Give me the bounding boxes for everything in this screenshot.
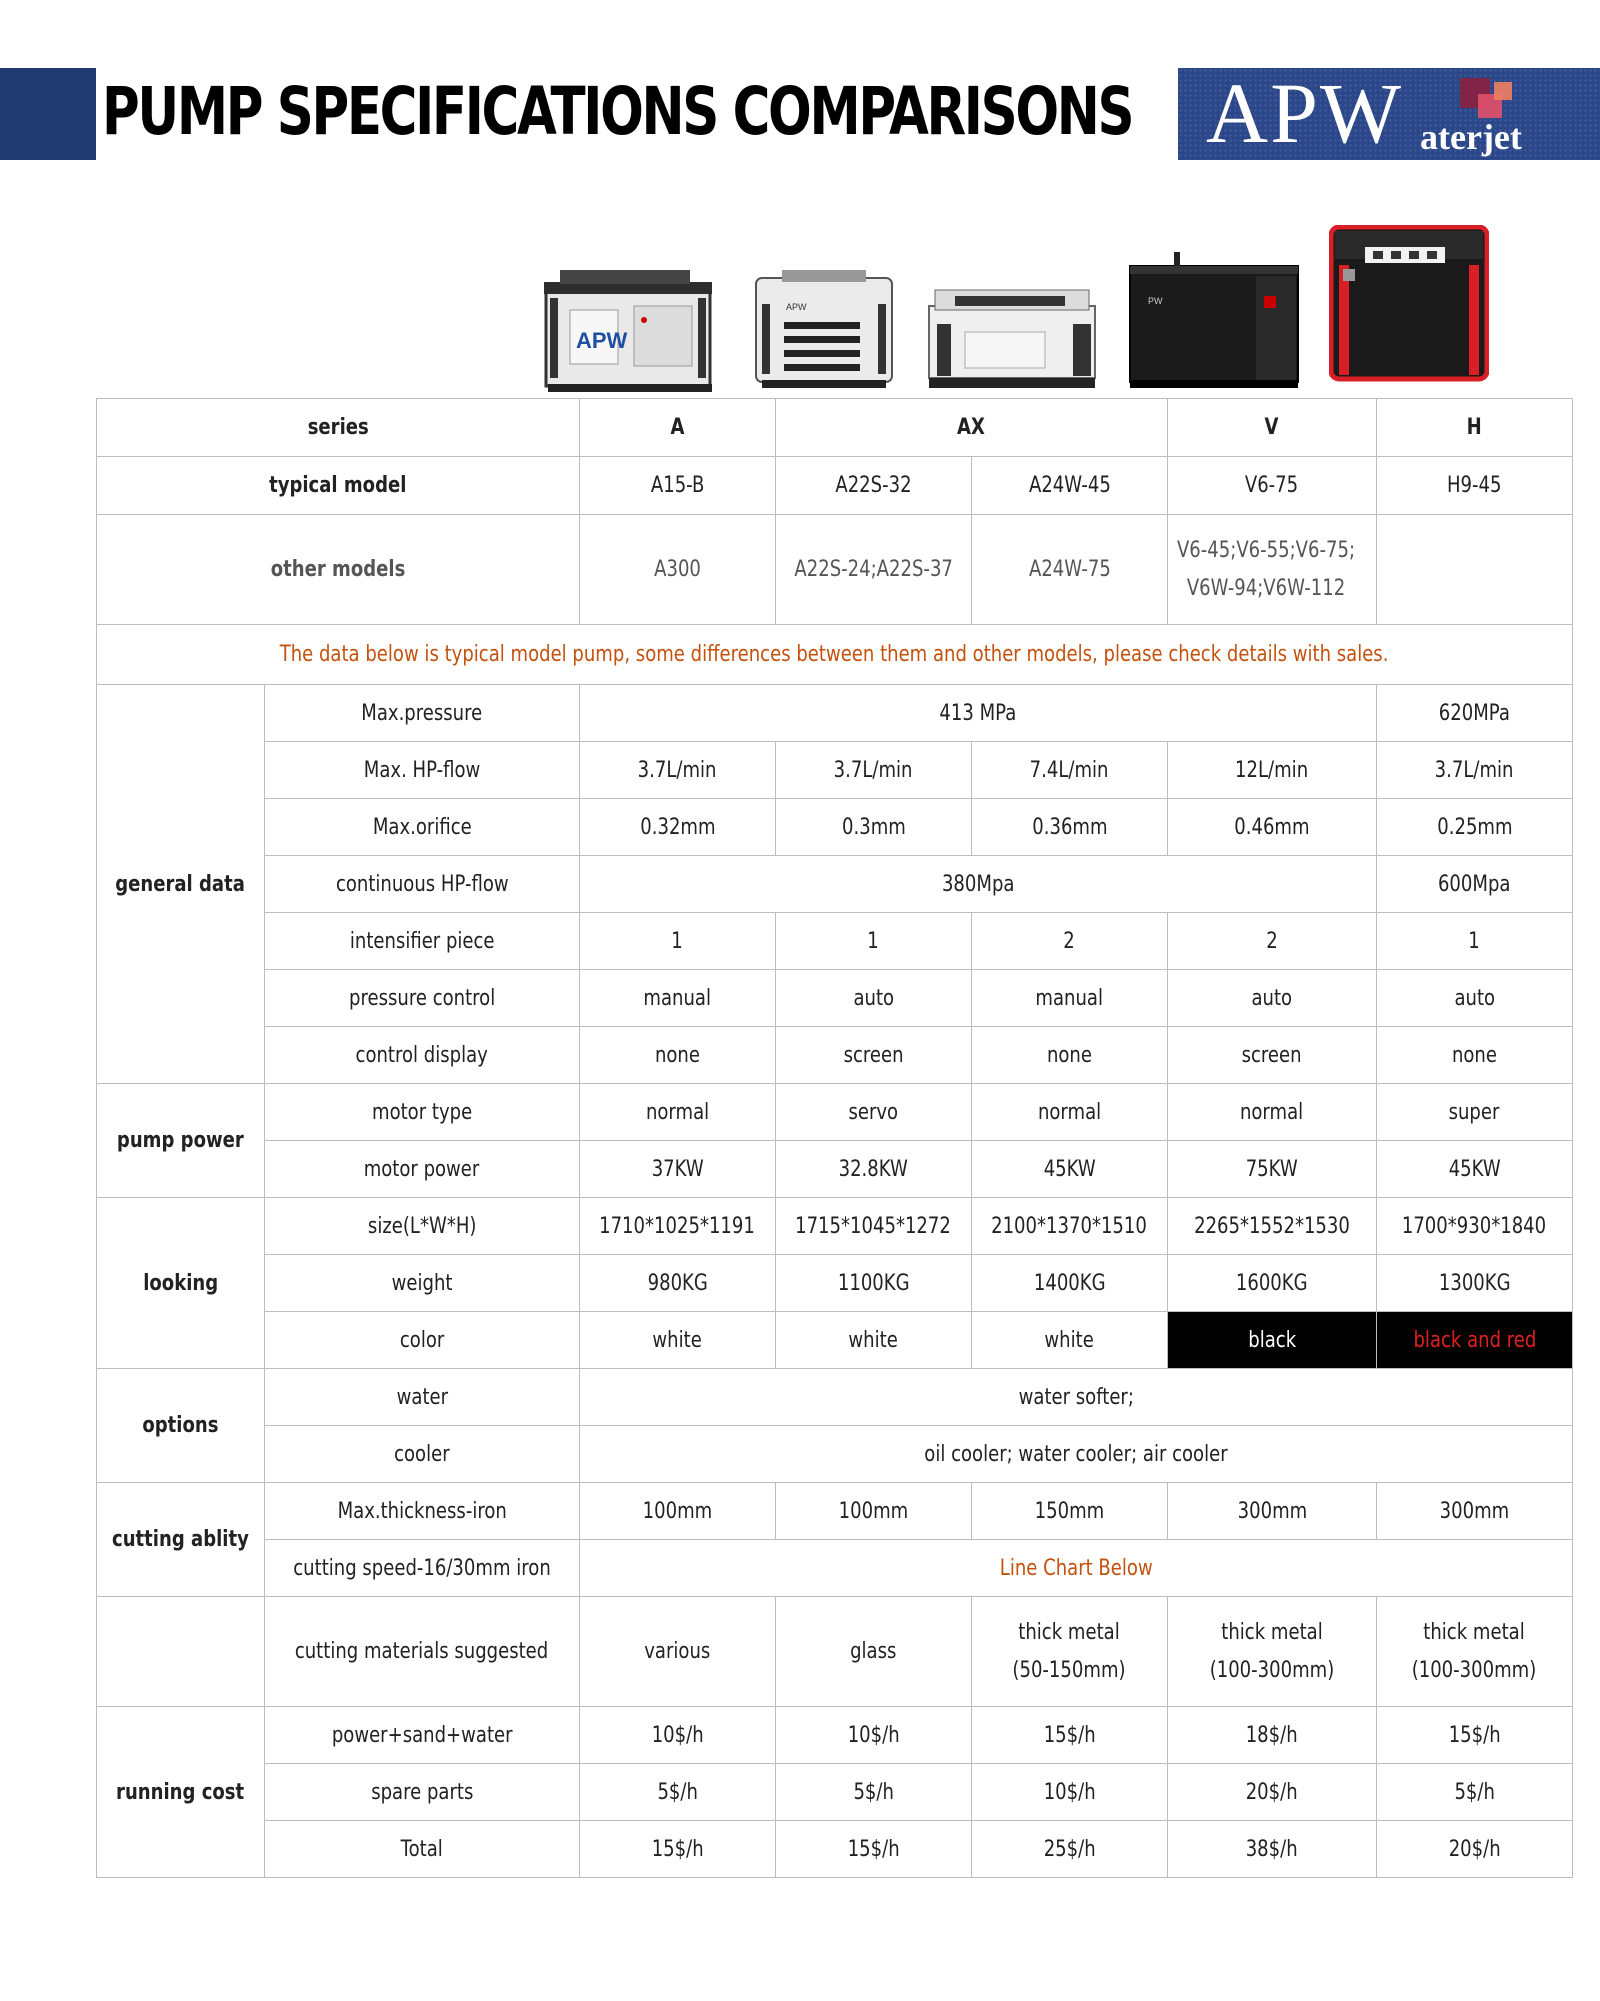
header-accent-bar — [0, 68, 96, 160]
spec-table — [96, 398, 1573, 1878]
cell: V6-45;V6-55;V6-75;V6W-94;V6W-112 — [1167, 515, 1376, 625]
cell: 10$/h — [971, 1764, 1167, 1821]
cell: 0.3mm — [775, 799, 971, 856]
cell: 10$/h — [775, 1707, 971, 1764]
cell: 100mm — [579, 1483, 775, 1540]
row-size — [97, 1198, 1573, 1255]
cell: white — [579, 1312, 775, 1369]
machine-image-v6-75 — [1126, 252, 1302, 390]
row-label: cutting speed-16/30mm iron — [264, 1540, 579, 1597]
cell: 5$/h — [1376, 1764, 1572, 1821]
cell: 1300KG — [1376, 1255, 1572, 1312]
row-label: Max.pressure — [264, 685, 579, 742]
cell: auto — [775, 970, 971, 1027]
row-weight — [97, 1255, 1573, 1312]
row-continuous-hp-flow — [97, 856, 1573, 913]
cell: various — [579, 1597, 775, 1707]
cell: 32.8KW — [775, 1141, 971, 1198]
cell: 1 — [1376, 913, 1572, 970]
cell: 150mm — [971, 1483, 1167, 1540]
cell: 20$/h — [1376, 1821, 1572, 1878]
row-label: color — [264, 1312, 579, 1369]
cell: none — [1376, 1027, 1572, 1084]
series-h: H — [1376, 399, 1572, 457]
row-cooler — [97, 1426, 1573, 1483]
row-series — [97, 399, 1573, 457]
cell-black: black — [1167, 1312, 1376, 1369]
cell: 45KW — [971, 1141, 1167, 1198]
cell-black-and-red: black and red — [1376, 1312, 1572, 1369]
cell — [1376, 515, 1572, 625]
cell: 5$/h — [775, 1764, 971, 1821]
note-text: The data below is typical model pump, some differences between them and other models, please check details with sales. — [97, 625, 1573, 685]
row-label: typical model — [97, 457, 580, 515]
cell: none — [971, 1027, 1167, 1084]
cell: 100mm — [775, 1483, 971, 1540]
cell: 18$/h — [1167, 1707, 1376, 1764]
row-max-hp-flow — [97, 742, 1573, 799]
page-title: PUMP SPECIFICATIONS COMPARISONS — [102, 73, 1133, 150]
cell: 7.4L/min — [971, 742, 1167, 799]
cell: auto — [1167, 970, 1376, 1027]
machine-image-a15-b — [540, 270, 718, 395]
row-label: cooler — [264, 1426, 579, 1483]
cell: 3.7L/min — [775, 742, 971, 799]
row-color — [97, 1312, 1573, 1369]
row-pressure-control — [97, 970, 1573, 1027]
cell: 380Mpa — [579, 856, 1376, 913]
cell: A24W-75 — [971, 515, 1167, 625]
row-label: control display — [264, 1027, 579, 1084]
cell: 1 — [775, 913, 971, 970]
cell: white — [775, 1312, 971, 1369]
svg-text:PW: PW — [1148, 296, 1163, 306]
cell: normal — [1167, 1084, 1376, 1141]
cell: 37KW — [579, 1141, 775, 1198]
cell: 10$/h — [579, 1707, 775, 1764]
cell: 980KG — [579, 1255, 775, 1312]
cell: 0.32mm — [579, 799, 775, 856]
cell: A24W-45 — [971, 457, 1167, 515]
row-label: power+sand+water — [264, 1707, 579, 1764]
group-label: general data — [97, 685, 265, 1084]
logo-square — [1494, 82, 1512, 100]
cell: 2265*1552*1530 — [1167, 1198, 1376, 1255]
cell: 1715*1045*1272 — [775, 1198, 971, 1255]
cell: white — [971, 1312, 1167, 1369]
cell: 5$/h — [579, 1764, 775, 1821]
cell: 15$/h — [579, 1821, 775, 1878]
cell: glass — [775, 1597, 971, 1707]
row-control-display — [97, 1027, 1573, 1084]
cell: thick metal (100-300mm) — [1167, 1597, 1376, 1707]
cell: screen — [775, 1027, 971, 1084]
row-label: size(L*W*H) — [264, 1198, 579, 1255]
cell: V6-75 — [1167, 457, 1376, 515]
cell: A300 — [579, 515, 775, 625]
cell: servo — [775, 1084, 971, 1141]
cell: 1400KG — [971, 1255, 1167, 1312]
cell: 2 — [1167, 913, 1376, 970]
cell: oil cooler; water cooler; air cooler — [579, 1426, 1572, 1483]
row-label: motor type — [264, 1084, 579, 1141]
cell: 2100*1370*1510 — [971, 1198, 1167, 1255]
cell: normal — [579, 1084, 775, 1141]
row-power-sand-water — [97, 1707, 1573, 1764]
cell: 1700*930*1840 — [1376, 1198, 1572, 1255]
cell: 2 — [971, 913, 1167, 970]
cell: screen — [1167, 1027, 1376, 1084]
cell: 620MPa — [1376, 685, 1572, 742]
cell: auto — [1376, 970, 1572, 1027]
cell: 1100KG — [775, 1255, 971, 1312]
cell: 1 — [579, 913, 775, 970]
row-max-pressure — [97, 685, 1573, 742]
row-label: series — [97, 399, 580, 457]
row-max-thickness — [97, 1483, 1573, 1540]
row-other-models — [97, 515, 1573, 625]
cell: 600Mpa — [1376, 856, 1572, 913]
cell: 20$/h — [1167, 1764, 1376, 1821]
logo-text-small: aterjet — [1420, 117, 1522, 157]
cell: A15-B — [579, 457, 775, 515]
group-label: looking — [97, 1198, 265, 1369]
cell: super — [1376, 1084, 1572, 1141]
row-label: Max. HP-flow — [264, 742, 579, 799]
cell: 25$/h — [971, 1821, 1167, 1878]
series-v: V — [1167, 399, 1376, 457]
series-ax: AX — [775, 399, 1167, 457]
row-total — [97, 1821, 1573, 1878]
cell: thick metal (100-300mm) — [1376, 1597, 1572, 1707]
cell: 3.7L/min — [579, 742, 775, 799]
svg-text:APW: APW — [576, 328, 628, 353]
apw-waterjet-logo — [1178, 68, 1600, 160]
cell: 45KW — [1376, 1141, 1572, 1198]
group-label-empty — [97, 1597, 265, 1707]
machine-image-a22s-32 — [752, 268, 897, 390]
cell: 0.25mm — [1376, 799, 1572, 856]
row-motor-power — [97, 1141, 1573, 1198]
cell: water softer; — [579, 1369, 1572, 1426]
row-cutting-materials — [97, 1597, 1573, 1707]
cell-line-chart-link: Line Chart Below — [579, 1540, 1572, 1597]
row-label: continuous HP-flow — [264, 856, 579, 913]
row-label: weight — [264, 1255, 579, 1312]
cell: A22S-32 — [775, 457, 971, 515]
cell: 38$/h — [1167, 1821, 1376, 1878]
cell: 15$/h — [1376, 1707, 1572, 1764]
cell: 15$/h — [971, 1707, 1167, 1764]
row-label: Total — [264, 1821, 579, 1878]
row-label: other models — [97, 515, 580, 625]
row-cutting-speed — [97, 1540, 1573, 1597]
group-label: pump power — [97, 1084, 265, 1198]
cell: none — [579, 1027, 775, 1084]
cell: 300mm — [1167, 1483, 1376, 1540]
machine-image-h9-45 — [1329, 225, 1489, 383]
cell: 1600KG — [1167, 1255, 1376, 1312]
group-label: options — [97, 1369, 265, 1483]
row-label: cutting materials suggested — [264, 1597, 579, 1707]
cell: 1710*1025*1191 — [579, 1198, 775, 1255]
cell: 413 MPa — [579, 685, 1376, 742]
cell: thick metal (50-150mm) — [971, 1597, 1167, 1707]
row-note — [97, 625, 1573, 685]
logo-text-big: APW — [1206, 68, 1404, 160]
cell: A22S-24;A22S-37 — [775, 515, 971, 625]
row-label: pressure control — [264, 970, 579, 1027]
row-intensifier-piece — [97, 913, 1573, 970]
row-typical-model — [97, 457, 1573, 515]
row-label: water — [264, 1369, 579, 1426]
row-label: intensifier piece — [264, 913, 579, 970]
cell: 15$/h — [775, 1821, 971, 1878]
cell: normal — [971, 1084, 1167, 1141]
machine-image-a24w-45 — [925, 286, 1100, 390]
cell: 3.7L/min — [1376, 742, 1572, 799]
row-motor-type — [97, 1084, 1573, 1141]
row-label: Max.orifice — [264, 799, 579, 856]
cell: 75KW — [1167, 1141, 1376, 1198]
row-label: spare parts — [264, 1764, 579, 1821]
cell: H9-45 — [1376, 457, 1572, 515]
cell: 0.46mm — [1167, 799, 1376, 856]
group-label: running cost — [97, 1707, 265, 1878]
svg-text:APW: APW — [786, 302, 807, 312]
cell: 0.36mm — [971, 799, 1167, 856]
row-max-orifice — [97, 799, 1573, 856]
row-label: Max.thickness-iron — [264, 1483, 579, 1540]
cell: 12L/min — [1167, 742, 1376, 799]
cell: manual — [971, 970, 1167, 1027]
row-water — [97, 1369, 1573, 1426]
cell: 300mm — [1376, 1483, 1572, 1540]
group-label: cutting ablity — [97, 1483, 265, 1597]
row-label: motor power — [264, 1141, 579, 1198]
cell: manual — [579, 970, 775, 1027]
series-a: A — [579, 399, 775, 457]
row-spare-parts — [97, 1764, 1573, 1821]
